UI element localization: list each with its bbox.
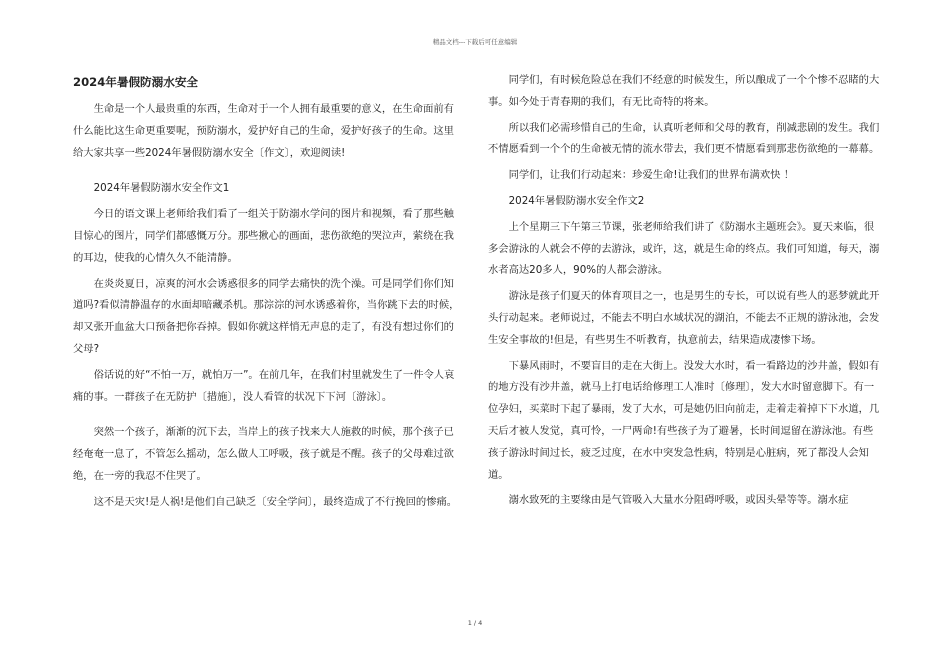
header-note: 精品文档---下载后可任意编辑 <box>432 38 518 46</box>
paragraph: 俗话说的好“不怕一万，就怕万一”。在前几年，在我们村里就发生了一件令人哀痛的事。一群孩子在无防护〔措施〕，没人看管的状况下下河〔游泳〕。 <box>73 368 455 403</box>
paragraph: 同学们，让我们行动起来：珍爱生命!让我们的世界布满欢快 ！ <box>508 169 795 182</box>
essay-1-heading: 2024年暑假防溺水安全作文1 <box>93 182 230 195</box>
paragraph: 这不是天灾!是人祸!是他们自己缺乏〔安全学问〕，最终造成了不行挽回的惨痛。 <box>93 495 458 508</box>
paragraph: 突然一个孩子，渐渐的沉下去，当岸上的孩子找来大人施救的时候，那个孩子已经奄奄一息了，不管怎么摇动，怎么做人工呼吸，孩子就是不醒。孩子的父母难过欲绝，在一旁的我忍不住哭了。 <box>73 426 454 482</box>
paragraph: 同学们，有时候危险总在我们不经意的时候发生，所以酿成了一个个惨不忍睹的大事。如今处于青春期的我们，有无比奇特的将来。 <box>488 74 880 108</box>
paragraph: 游泳是孩子们夏天的体育项目之一，也是男生的专长，可以说有些人的恶梦就此开头行动起来。老师说过，不能去不明白水域状况的湖泊，不能去不正规的游泳池，会发生安全事故的!但是，有些男生不听教育，执意前去，结果造成凄惨下场。 <box>488 290 880 346</box>
essay-2-heading: 2024年暑假防溺水安全作文2 <box>508 194 645 207</box>
document-title: 2024年暑假防溺水安全 <box>73 75 199 89</box>
paragraph: 上个星期三下午第三节课，张老师给我们讲了《防溺水主题班会》。夏天来临，很多会游泳的人就会不停的去游泳，或许，这，就是生命的终点。我们可知道，每天，溺水者高达20多人，90%的人都会游泳。 <box>488 220 880 277</box>
intro-paragraph: 生命是一个人最贵重的东西，生命对于一个人拥有最重要的意义，在生命面前有什么能比这生命更重要呢，预防溺水，爱护好自己的生命，爱护好孩子的生命。这里给大家共享一些2024年暑假防溺水安全〔作文〕，欢迎阅读! <box>73 103 454 159</box>
page-number: 1 / 4 <box>467 619 483 627</box>
paragraph: 今日的语文课上老师给我们看了一组关于防溺水学问的图片和视频，看了那些触目惊心的图片，同学们都感慨万分。那些揪心的画面，悲伤欲绝的哭泣声，萦绕在我的耳边，使我的心情久久不能清静。 <box>73 208 454 264</box>
right-column <box>488 70 880 516</box>
left-column <box>73 70 463 518</box>
paragraph: 所以我们必需珍惜自己的生命，认真听老师和父母的教育，削减悲剧的发生。我们不情愿看到一个个的生命被无情的流水带去，我们更不情愿看到那悲伤欲绝的一幕幕。 <box>488 121 880 156</box>
paragraph: 在炎炎夏日，凉爽的河水会诱惑很多的同学去痛快的洗个澡。可是同学们你们知道吗?看似清静温存的水面却暗藏杀机。那淙淙的河水诱惑着你，当你跳下去的时候，却又张开血盆大口预备把你吞掉。假如你就这样悄无声息的走了，有没有想过你们的父母? <box>73 277 460 355</box>
paragraph: 下暴风雨时，不要盲目的走在大街上。没发大水时，看一看路边的沙井盖，假如有的地方没有沙井盖，就马上打电话给修理工人准时〔修理〕，发大水时留意脚下。有一位孕妇，买菜时下起了暴雨，发了大水，可是她仍旧向前走，走着走着掉下下水道，几天后才被人发觉，真可怜，一尸两命!有些孩子为了避暑，长时间逗留在游泳池。有些孩子游泳时间过长，疲乏过度，在水中突发急性病，特别是心脏病，死了都没人会知道。 <box>488 359 880 481</box>
paragraph: 溺水致死的主要缘由是气管吸入大量水分阻碍呼吸，或因头晕等等。溺水症 <box>508 494 849 507</box>
